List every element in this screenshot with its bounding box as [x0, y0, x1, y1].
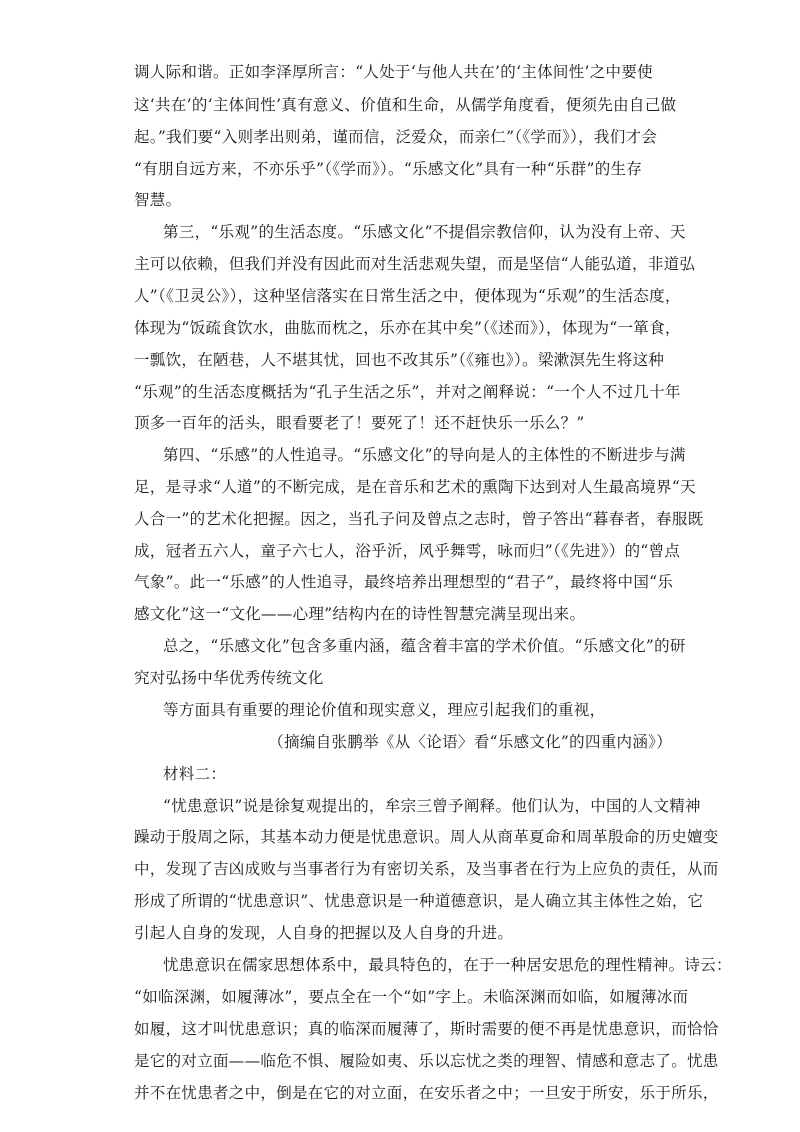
section-label: 材料二：	[163, 765, 227, 783]
text-line: 顶多一百年的活头，眼看要老了！要死了！还不赶快乐一乐么？”	[134, 414, 585, 432]
text-line: 究对弘扬中华优秀传统文化	[134, 669, 324, 687]
text-line: “有朋自远方来，不亦乐乎”（《学而》）。“乐感文化”具有一种“乐群”的生存	[134, 160, 643, 178]
text-line: “如临深渊，如履薄冰”，要点全在一个“如”字上。未临深渊而如临，如履薄冰而	[134, 988, 689, 1006]
text-line: 体现为“饭疏食饮水，曲肱而枕之，乐亦在其中矣”（《述而》），体现为“一箪食，	[134, 319, 681, 337]
text-line: 并不在忧患者之中，倒是在它的对立面，在安乐者之中；一旦安于所安，乐于所乐，	[134, 1084, 719, 1102]
paragraph-start-line: 总之，“乐感文化”包含多重内涵，蕴含着丰富的学术价值。“乐感文化”的研	[163, 637, 686, 655]
text-line: 智慧。	[134, 191, 182, 209]
text-line: 一瓢饮，在陋巷，人不堪其忧，回也不改其乐”（《雍也》）。梁漱溟先生将这种	[134, 351, 665, 369]
text-line: 成，冠者五六人，童子六七人，浴乎沂，风乎舞雩，咏而归”（《先进》）的“曾点	[134, 542, 681, 560]
text-line: 是它的对立面——临危不惧、履险如夷、乐以忘忧之类的理智、情感和意志了。忧患	[134, 1052, 719, 1070]
paragraph-start-line: 等方面具有重要的理论价值和现实意义，理应引起我们的重视，	[163, 701, 606, 719]
text-line: “乐观”的生活态度概括为“孔子生活之乐”，并对之阐释说：“一个人不过几十年	[134, 383, 681, 401]
text-line: 起。”我们要“入则孝出则弟，谨而信，泛爱众，而亲仁”（《学而》），我们才会	[134, 128, 658, 146]
text-line: 形成了所谓的“忧患意识”、忧患意识是一种道德意识，是人确立其主体性之始，它	[134, 892, 704, 910]
paragraph-start-line: 忧患意识在儒家思想体系中，最具特色的，在于一种居安思危的理性精神。诗云：	[163, 956, 732, 974]
text-line: 足，是寻求“人道”的不断完成，是在音乐和艺术的熏陶下达到对人生最高境界“天	[134, 478, 696, 496]
source-citation: （摘编自张鹏举《从〈论语〉看“乐感文化”的四重内涵》）	[268, 733, 672, 751]
text-line: 人”（《卫灵公》），这种坚信落实在日常生活之中，便体现为“乐观”的生活态度，	[134, 287, 681, 305]
text-line: 主可以依赖，但我们并没有因此而对生活悲观失望，而是坚信“人能弘道，非道弘	[134, 255, 696, 273]
text-line: 躁动于殷周之际，其基本动力便是忧患意识。周人从商革夏命和周革殷命的历史嬗变	[134, 828, 719, 846]
text-line: 气象”。此一“乐感”的人性追寻，最终培养出理想型的“君子”，最终将中国“乐	[134, 573, 674, 591]
text-line: 这‘共在’的‘主体间性’真有意义、价值和生命，从儒学角度看，便须先由自己做	[134, 96, 677, 114]
paragraph-start-line: 第三，“乐观”的生活态度。“乐感文化”不提倡宗教信仰，认为没有上帝、天	[163, 223, 686, 241]
text-line: 引起人自身的发现，人自身的把握以及人自身的升进。	[134, 924, 514, 942]
text-line: 如履，这才叫忧患意识；真的临深而履薄了，斯时需要的便不再是忧患意识，而恰恰	[134, 1020, 719, 1038]
paragraph-start-line: “忧患意识”说是徐复观提出的，牟宗三曾予阐释。他们认为，中国的人文精神	[163, 797, 701, 815]
text-line: 感文化”这一“文化——心理”结构内在的诗性智慧完满呈现出来。	[134, 605, 586, 623]
text-line: 调人际和谐。正如李泽厚所言：“人处于‘与他人共在’的‘主体间性’之中要使	[134, 63, 653, 81]
text-line: 人合一”的艺术化把握。因之，当孔子问及曾点之志时，曾子答出“暮春者，春服既	[134, 510, 704, 528]
text-line: 中，发现了吉凶成败与当事者行为有密切关系，及当事者在行为上应负的责任，从而	[134, 860, 719, 878]
paragraph-start-line: 第四、“乐感”的人性追寻。“乐感文化”的导向是人的主体性的不断进步与满	[163, 446, 686, 464]
